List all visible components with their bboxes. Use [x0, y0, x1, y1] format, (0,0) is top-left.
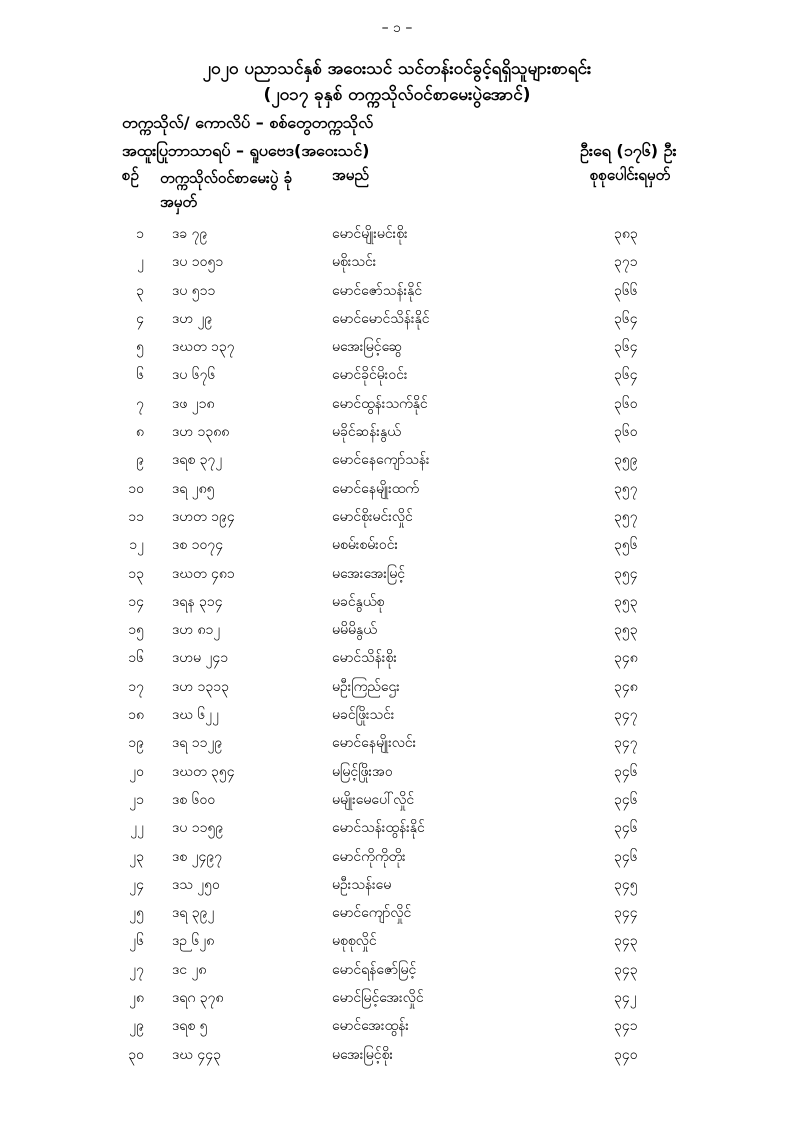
serial-no: ၈	[136, 424, 144, 441]
serial-no: ၁၄	[128, 593, 144, 610]
total-marks: ၃၄၆	[614, 820, 638, 837]
student-name: မောင်သန်းထွန်းနိုင်	[332, 820, 425, 837]
student-name: မောင်မောင်သိန်းနိုင်	[332, 310, 430, 327]
total-marks: ၃၇၁	[614, 254, 638, 271]
table-row	[0, 560, 794, 588]
document-subtitle: (၂၀၁၇ ခုနှစ် တက္ကသိုလ်ဝင်စာမေးပွဲအောင်)	[263, 85, 531, 105]
serial-no: ၂၆	[129, 933, 144, 950]
roll-number: ဒဃ ၄၄၃	[172, 1046, 222, 1063]
table-row	[0, 277, 794, 305]
serial-no: ၂၉	[129, 1018, 144, 1035]
total-marks: ၃၅၄	[614, 565, 638, 582]
serial-no: ၁၉	[128, 735, 144, 752]
table-row	[0, 531, 794, 559]
roll-number: ဒဟ ၂၉	[172, 310, 213, 327]
student-name: မဦးသန်းမေ	[332, 876, 392, 893]
serial-no: ၉	[136, 452, 144, 469]
table-row	[0, 644, 794, 672]
total-marks: ၃၆၄	[614, 310, 638, 327]
roll-number: ဒစ ၂၄၉၇	[172, 848, 223, 865]
total-marks: ၃၈၃	[614, 226, 638, 242]
total-marks: ၃၆၀	[614, 395, 638, 412]
serial-no: ၁၈	[128, 707, 144, 724]
table-row	[0, 701, 794, 729]
serial-no: ၂၁	[129, 791, 144, 808]
table-row	[0, 984, 794, 1012]
roll-number: ဒပ ၁၁၅၉	[172, 820, 224, 837]
roll-number: ဒဖ ၂၁၈	[172, 395, 215, 412]
roll-number: ဒင ၂၈	[172, 961, 207, 978]
student-name: မစိုးသင်း	[332, 254, 377, 271]
total-marks: ၃၄၃	[614, 933, 638, 950]
total-marks: ၃၄၄	[614, 905, 638, 922]
roll-number: ဒရဂ ၃၇၈	[172, 990, 224, 1007]
student-name: မမျိုးမေပေါ်လှိုင်	[332, 791, 415, 808]
page-number: – ၁ –	[381, 20, 413, 36]
table-row	[0, 305, 794, 333]
header-total-marks: စုစုပေါင်းရမှတ်	[590, 166, 671, 184]
table-row	[0, 786, 794, 814]
student-name: မောင်နေကျော်သန်း	[332, 452, 430, 469]
roll-number: ဒဃတ ၃၅၄	[172, 763, 235, 780]
table-row	[0, 220, 794, 248]
total-marks: ၃၄၆	[614, 791, 638, 808]
roll-number: ဒစ ၁၀၇၄	[172, 537, 224, 554]
total-marks: ၃၄၀	[614, 1046, 638, 1063]
total-marks: ၃၅၃	[614, 622, 638, 639]
student-name: မောင်ခိုင်မိုးဝင်း	[332, 367, 408, 384]
serial-no: ၂၅	[129, 905, 144, 922]
serial-no: ၁၅	[128, 622, 144, 639]
student-name: မောင်ကျော်လှိုင်	[332, 905, 412, 922]
table-row	[0, 475, 794, 503]
count-line: ဦးရေ (၁၇၆) ဦး	[580, 141, 677, 160]
roll-number: ဒရ ၂၈၅	[172, 480, 215, 497]
roll-number: ဒရစ ၅	[172, 1018, 208, 1035]
student-name: မအေးအေးမြင့်	[332, 565, 406, 582]
total-marks: ၃၄၃	[614, 961, 638, 978]
results-table	[0, 220, 794, 1069]
total-marks: ၃၄၈	[614, 678, 638, 695]
serial-no: ၅	[136, 339, 144, 356]
student-name: မအေးမြင့်ဆွေ	[332, 339, 403, 356]
total-marks: ၃၄၇	[614, 735, 638, 752]
table-row	[0, 361, 794, 389]
roll-number: ဒသ ၂၅၀	[172, 876, 220, 893]
student-name: မမြင့်ဖြိုးအဝ	[332, 763, 393, 780]
serial-no: ၂၈	[129, 990, 144, 1007]
table-row	[0, 446, 794, 474]
total-marks: ၃၅၇	[614, 508, 638, 525]
roll-number: ဒဟ ၈၁၂	[172, 622, 221, 639]
roll-number: ဒခ ၇၉	[172, 226, 208, 242]
serial-no: ၁၂	[129, 537, 144, 554]
table-row	[0, 418, 794, 446]
student-name: မောင်ရန်ဇော်မြင့်	[332, 961, 417, 978]
table-row	[0, 248, 794, 276]
total-marks: ၃၅၃	[614, 593, 638, 610]
student-name: မောင်မျိုးမင်းစိုး	[332, 226, 408, 242]
roll-number: ဒဟတ ၁၉၄	[172, 508, 235, 525]
roll-number: ဒရစ ၃၇၂	[172, 452, 223, 469]
student-name: မခင်ဖြိုးသင်း	[332, 707, 395, 724]
table-row	[0, 899, 794, 927]
roll-number: ဒဃ ၆၂၂	[172, 707, 220, 724]
serial-no: ၂၀	[129, 763, 144, 780]
serial-no: ၂၄	[129, 876, 144, 893]
serial-no: ၂၂	[130, 820, 144, 837]
total-marks: ၃၄၅	[614, 876, 638, 893]
table-row	[0, 616, 794, 644]
total-marks: ၃၄၆	[614, 763, 638, 780]
total-marks: ၃၆၄	[614, 339, 638, 356]
total-marks: ၃၄၁	[614, 1018, 638, 1035]
roll-number: ဒဟ ၁၃၁၃	[172, 678, 229, 695]
serial-no: ၁	[136, 226, 144, 242]
student-name: မောင်မြင့်အေးလှိုင်	[332, 990, 424, 1007]
table-row	[0, 503, 794, 531]
table-row	[0, 333, 794, 361]
total-marks: ၃၅၉	[614, 452, 638, 469]
university-line: တက္ကသိုလ်/ ကောလိပ် – စစ်တွေတက္ကသိုလ်	[122, 113, 374, 132]
serial-no: ၆	[136, 367, 144, 384]
student-name: မအေးမြင့်စိုး	[332, 1046, 394, 1063]
roll-number: ဒပ ၆၇၆	[172, 367, 216, 384]
total-marks: ၃၅၆	[614, 537, 638, 554]
total-marks: ၃၄၆	[614, 848, 638, 865]
subject-line: အထူးပြုဘာသာရပ် – ရူပဗေဒ(အဝေးသင်)	[122, 141, 370, 160]
student-name: မောင်ထွန်းသက်နိုင်	[332, 395, 428, 412]
total-marks: ၃၅၇	[614, 480, 638, 497]
serial-no: ၂၃	[129, 848, 144, 865]
roll-number: ဒရ ၁၁၂၉	[172, 735, 223, 752]
header-serial-no: စဉ်	[122, 166, 139, 184]
serial-no: ၂၇	[129, 961, 144, 978]
roll-number: ဒပ ၅၁၁	[172, 282, 216, 299]
serial-no: ၁၁	[128, 508, 144, 525]
table-row	[0, 758, 794, 786]
roll-number: ဒဃတ ၁၃၇	[172, 339, 235, 356]
table-row	[0, 1012, 794, 1040]
total-marks: ၃၄၈	[614, 650, 638, 667]
student-name: မခင်နွယ်စု	[332, 593, 385, 610]
serial-no: ၁၀	[128, 480, 144, 497]
table-row	[0, 871, 794, 899]
serial-no: ၁၆	[128, 650, 144, 667]
student-name: မောင်အေးထွန်း	[332, 1018, 409, 1035]
serial-no: ၃၀	[128, 1046, 144, 1063]
table-row	[0, 673, 794, 701]
table-row	[0, 956, 794, 984]
student-name: မမိမိနွယ်	[332, 622, 377, 639]
student-name: မောင်နေမျိုးလင်း	[332, 735, 417, 752]
total-marks: ၃၄၇	[614, 707, 638, 724]
total-marks: ၃၆၄	[614, 367, 638, 384]
table-row	[0, 843, 794, 871]
student-name: မောင်သိန်းစိုး	[332, 650, 397, 667]
student-name: မောင်ဇော်သန်းနိုင်	[332, 282, 423, 299]
roll-number: ဒပ ၁၀၅၁	[172, 254, 224, 271]
total-marks: ၃၄၂	[614, 990, 637, 1007]
document-title: ၂၀၂၀ ပညာသင်နှစ် အဝေးသင် သင်တန်းဝင်ခွင့်ရရှိသူများစာရင်း	[202, 59, 592, 79]
table-row	[0, 588, 794, 616]
serial-no: ၇	[136, 395, 144, 412]
student-name: မစမ်းစမ်းဝင်း	[332, 537, 399, 554]
student-name: မောင်စိုးမင်းလှိုင်	[332, 508, 413, 525]
header-name: အမည်	[332, 166, 369, 184]
total-marks: ၃၆၀	[614, 424, 638, 441]
serial-no: ၃	[136, 282, 144, 299]
roll-number: ဒစ ၆၀၀	[172, 791, 216, 808]
serial-no: ၁၃	[128, 565, 144, 582]
serial-no: ၄	[136, 310, 144, 327]
table-row	[0, 390, 794, 418]
roll-number: ဒဃတ ၄၈၁	[172, 565, 235, 582]
student-name: မစုစုလှိုင်	[332, 933, 377, 950]
roll-number: ဒဉ ၆၂၈	[172, 933, 215, 950]
serial-no: ၂	[137, 254, 144, 271]
table-row	[0, 927, 794, 955]
header-roll-number: တက္ကသိုလ်ဝင်စာမေးပွဲ ခုံအမှတ်	[160, 169, 292, 211]
roll-number: ဒရ ၃၉၂	[172, 905, 215, 922]
table-row	[0, 814, 794, 842]
roll-number: ဒရန ၃၁၄	[172, 593, 223, 610]
roll-number: ဒဟမ ၂၄၁	[172, 650, 229, 667]
student-name: မောင်နေမျိုးထက်	[332, 480, 419, 497]
table-row	[0, 1041, 794, 1069]
student-name: မောင်ကိုကိုတိုး	[332, 848, 406, 865]
roll-number: ဒဟ ၁၃၈၈	[172, 424, 230, 441]
serial-no: ၁၇	[128, 678, 144, 695]
student-name: မဦးကြည်ဌေး	[332, 678, 400, 695]
student-name: မခိုင်ဆန်းနွယ်	[332, 424, 401, 441]
total-marks: ၃၆၆	[614, 282, 638, 299]
table-row	[0, 729, 794, 757]
